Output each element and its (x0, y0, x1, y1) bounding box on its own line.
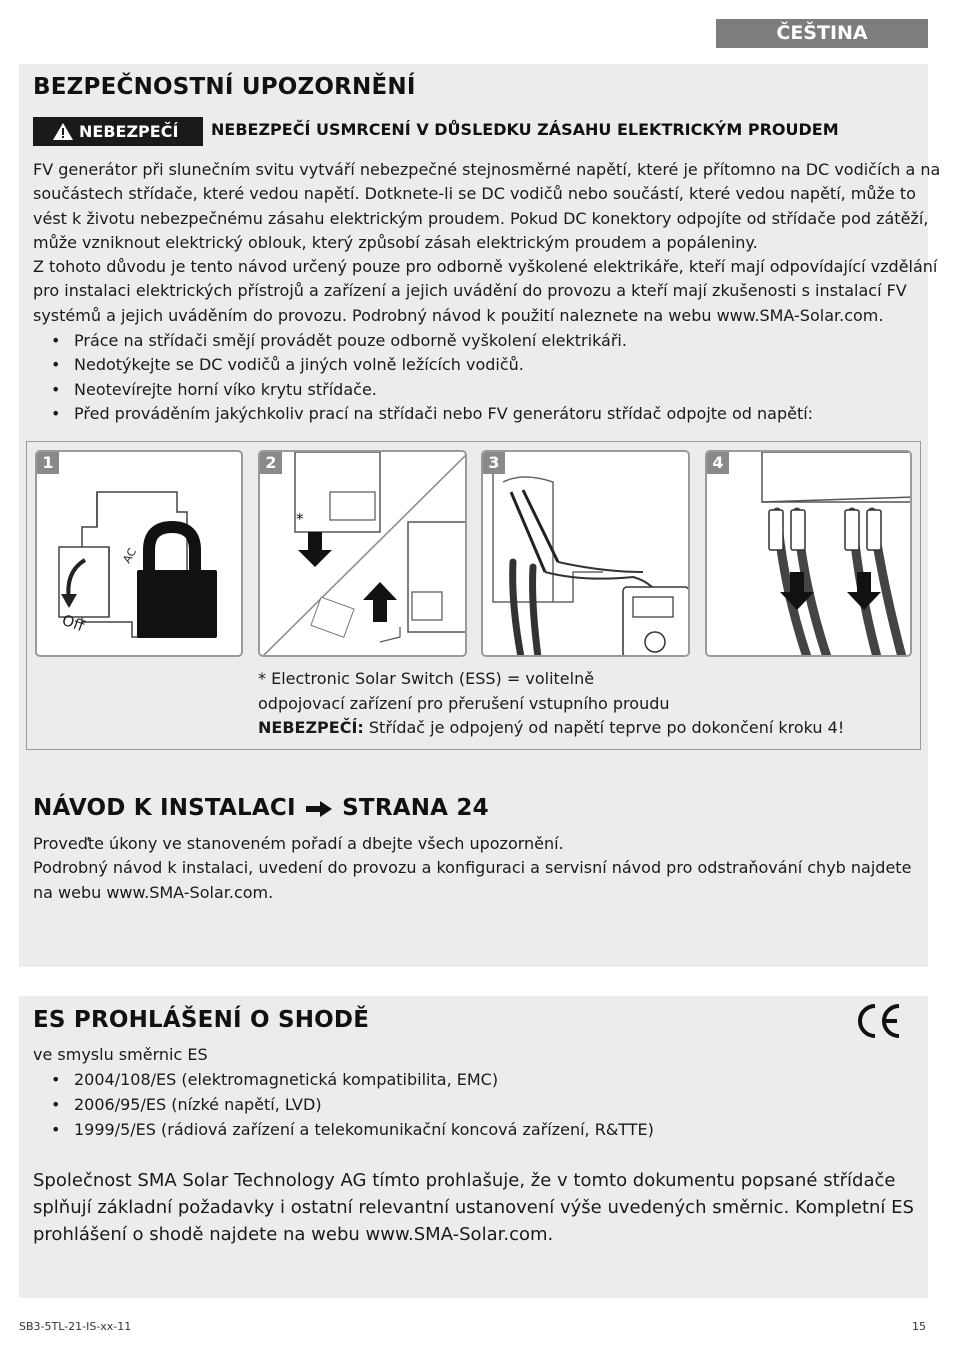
ac-label: AC (120, 545, 140, 566)
declaration-bullets (33, 1067, 654, 1142)
warning-icon (53, 123, 73, 140)
step-number: 1 (37, 452, 59, 474)
step-number: 4 (707, 452, 729, 474)
step-number: 3 (483, 452, 505, 474)
statement-line: prohlášení o shodě najdete na webu www.SMA-Solar.com. (33, 1224, 554, 1245)
statement-line: Společnost SMA Solar Technology AG tímto prohlašuje, že v tomto dokumentu popsané střídače (33, 1170, 896, 1191)
paragraph-line: systémů a jejich uváděním do provozu. Podrobný návod k použití naleznete na webu www.SMA-Solar.com. (33, 305, 884, 325)
list-item: • Neotevírejte horní víko krytu střídače. (33, 378, 813, 402)
install-heading-suffix: STRANA 24 (342, 795, 489, 821)
danger-label: NEBEZPEČÍ (79, 122, 179, 141)
ce-mark-icon (855, 1003, 903, 1039)
voltage-measurement-illustration (483, 452, 690, 657)
footnote-warning-label: NEBEZPEČÍ: (258, 718, 364, 737)
paragraph-line: součástech střídače, které vedou napětí. Dotknete-li se DC vodičů nebo součástí, které vedou napětí, může to (33, 184, 916, 204)
footnote-warning-text: Střídač je odpojený od napětí teprve po dokončení kroku 4! (363, 718, 845, 737)
ess-asterisk: * (296, 510, 304, 528)
language-tab: ČEŠTINA (716, 19, 928, 48)
paragraph-line: Z tohoto důvodu je tento návod určený pouze pro odborně vyškolené elektrikáře, kteří mají odpovídající vzdělání (33, 257, 938, 277)
paragraph-line: pro instalaci elektrických přístrojů a zařízení a jejich uvádění do provozu a kteří mají zkušenosti s instalací FV (33, 281, 907, 301)
paragraph-line: FV generátor při slunečním svitu vytváří nebezpečné stejnosměrné napětí, které je přítomno na DC vodičích a na (33, 160, 941, 179)
off-label: Off (59, 610, 87, 636)
declaration-section (19, 996, 928, 1298)
ess-footnote (258, 667, 844, 741)
danger-badge (33, 117, 203, 146)
declaration-heading: ES PROHLÁŠENÍ O SHODĚ (33, 1007, 370, 1033)
dc-connector-removal-illustration (707, 452, 912, 657)
list-item: • 1999/5/ES (rádiová zařízení a telekomunikační koncová zařízení, R&TTE) (33, 1117, 654, 1142)
statement-line: splňují základní požadavky i ostatní relevantní ustanovení výše uvedených směrnic. Kompletní ES (33, 1197, 914, 1218)
list-item: • 2006/95/ES (nízké napětí, LVD) (33, 1092, 654, 1117)
list-item: • Nedotýkejte se DC vodičů a jiných volně ležících vodičů. (33, 353, 813, 377)
ess-removal-illustration (260, 452, 467, 657)
footnote-line: odpojovací zařízení pro přerušení vstupního proudu (258, 693, 670, 713)
danger-title: NEBEZPEČÍ USMRCENÍ V DŮSLEDKU ZÁSAHU ELEKTRICKÝM PROUDEM (211, 120, 839, 139)
footnote-warning (258, 716, 844, 741)
install-text (33, 832, 911, 905)
paragraph-line: vést k životu nebezpečnému zásahu elektrickým proudem. Pokud DC konektory odpojíte od střídače pod zátěží, (33, 208, 929, 228)
install-line: na webu www.SMA-Solar.com. (33, 882, 274, 902)
install-heading (33, 795, 489, 821)
declaration-intro: ve smyslu směrnic ES (33, 1045, 208, 1064)
step-number: 2 (260, 452, 282, 474)
safety-bullets (33, 329, 813, 427)
footnote-line: * Electronic Solar Switch (ESS) = volitelně (258, 669, 595, 688)
paragraph-line: může vzniknout elektrický oblouk, který způsobí zásah elektrickým proudem a popáleniny. (33, 232, 758, 252)
page-number: 15 (912, 1320, 926, 1333)
safety-heading: BEZPEČNOSTNÍ UPOZORNĚNÍ (33, 74, 416, 100)
declaration-statement (33, 1167, 914, 1248)
list-item: • 2004/108/ES (elektromagnetická kompatibilita, EMC) (33, 1067, 654, 1092)
list-item: • Před prováděním jakýchkoliv prací na střídači nebo FV generátoru střídač odpojte od napětí: (33, 402, 813, 426)
safety-paragraph (33, 158, 940, 328)
install-line: Podrobný návod k instalaci, uvedení do provozu a konfiguraci a servisní návod pro odstraňování chyb najdete (33, 858, 912, 878)
step-panel-2 (258, 450, 467, 657)
step-panel-1 (35, 450, 243, 657)
arrow-right-icon (306, 801, 332, 817)
install-line: Proveďte úkony ve stanoveném pořadí a dbejte všech upozornění. (33, 834, 564, 853)
circuit-breaker-lock-illustration (37, 452, 243, 657)
step-panel-3 (481, 450, 690, 657)
document-code: SB3-5TL-21-IS-xx-11 (19, 1320, 132, 1333)
step-panel-4 (705, 450, 912, 657)
list-item: • Práce na střídači smějí provádět pouze odborně vyškolení elektrikáři. (33, 329, 813, 353)
install-heading-prefix: NÁVOD K INSTALACI (33, 795, 296, 821)
